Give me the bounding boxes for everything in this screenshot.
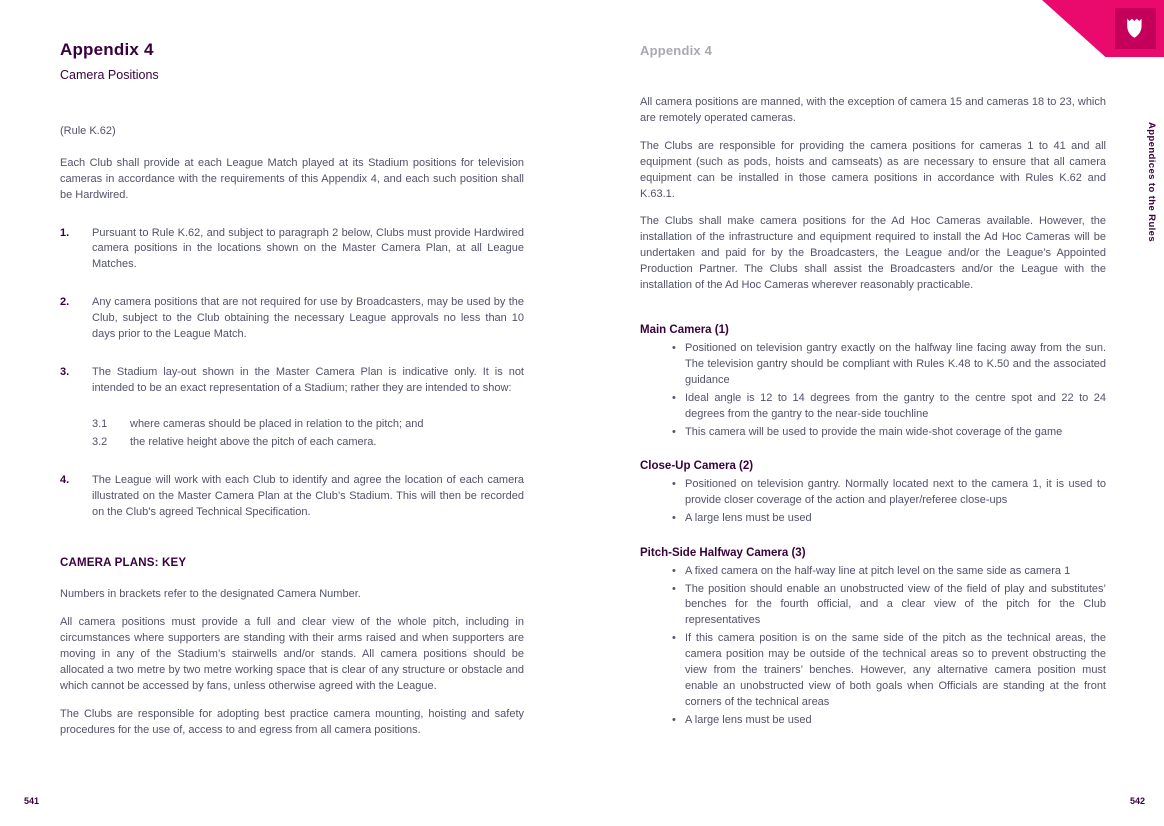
bullet-icon: • bbox=[672, 582, 676, 595]
bullet-text: A large lens must be used bbox=[685, 714, 812, 727]
lion-icon bbox=[1122, 15, 1149, 42]
body-paragraph: All camera positions are manned, with the exception of camera 15 and cameras 18 to 23, which are remotely operated cameras. bbox=[640, 95, 1106, 124]
bullet-text: Ideal angle is 12 to 14 degrees from the gantry to the centre spot and 22 to 24 degrees from the gantry to the near-side touchline bbox=[685, 391, 1106, 420]
key-paragraph: The Clubs are responsible for adopting best practice camera mounting, hoisting and safety procedures for the use of, access to and egress from all camera positions. bbox=[60, 708, 524, 736]
bullet-item bbox=[672, 564, 1106, 580]
bullet-text: A fixed camera on the half-way line at pitch level on the same side as camera 1 bbox=[685, 564, 1071, 577]
running-header: Appendix 4 bbox=[640, 43, 713, 58]
body-paragraph: The Clubs are responsible for providing the camera positions for cameras 1 to 41 and all equipment (such as pods, hoists and camseats) as are necessary to ensure that all camera equipment can be installed in those camera positions in accordance with Rules K.62 and K.63.1. bbox=[640, 139, 1106, 200]
rule-reference: (Rule K.62) bbox=[60, 124, 116, 137]
bullet-icon: • bbox=[672, 512, 676, 524]
bullet-text: If this camera position is on the same side of the pitch as the technical areas, the camera position may be outside of the technical areas so to prevent obstructing the view from the trainers’ benches. However, any alternative camera position must enable an unobstructed view of both goals when Officials are standing at the front corners of the technical areas bbox=[685, 632, 1106, 709]
item-number: 3. bbox=[60, 366, 70, 379]
left-page bbox=[60, 38, 524, 739]
page-number-right: 542 bbox=[1129, 796, 1145, 806]
bullet-item bbox=[672, 631, 1106, 711]
item-number: 2. bbox=[60, 296, 70, 309]
bullet-icon: • bbox=[672, 391, 676, 404]
bullet-text: A large lens must be used bbox=[685, 512, 812, 524]
bullet-icon: • bbox=[672, 714, 676, 727]
camera-plans-key-heading: CAMERA PLANS: KEY bbox=[60, 556, 187, 569]
bullet-text: This camera will be used to provide the main wide-shot coverage of the game bbox=[685, 425, 1063, 438]
bullet-item bbox=[672, 511, 1106, 527]
bullet-item bbox=[672, 341, 1106, 389]
sub-item-3-1 bbox=[92, 417, 524, 433]
section-heading-main-camera: Main Camera (1) bbox=[640, 324, 729, 337]
page-title: Appendix 4 bbox=[60, 40, 154, 59]
bullet-text: Positioned on television gantry exactly on the halfway line facing away from the sun. The television gantry should be compliant with Rules K.48 to K.50 and the associated guidance bbox=[685, 341, 1106, 386]
item-text: Any camera positions that are not required for use by Broadcasters, may be used by the Club, subject to the Club obtaining the necessary League approvals no less than 10 days prior to the League Match. bbox=[92, 296, 524, 341]
sidebar-tab-appendices: Appendices to the Rules bbox=[1146, 122, 1157, 243]
sub-item-3-2 bbox=[92, 435, 524, 451]
bullet-item bbox=[672, 713, 1106, 729]
bullet-icon: • bbox=[672, 425, 676, 438]
page-number-left: 541 bbox=[24, 796, 40, 806]
body-paragraph: The Clubs shall make camera positions for the Ad Hoc Cameras available. However, the installation of the infrastructure and equipment required to install the Ad Hoc Cameras will be undertaken and paid for by the Broadcasters, the League and/or the League’s Appointed Production Partner. The Clubs shall assist the Broadcasters and/or the League with the installation of the Ad Hoc Cameras wherever reasonably practicable. bbox=[640, 215, 1106, 292]
item-text: The Stadium lay-out shown in the Master Camera Plan is indicative only. It is not intended to be an exact representation of a Stadium; rather they are intended to show: bbox=[92, 366, 524, 395]
bullet-item bbox=[672, 425, 1106, 441]
bullet-text: The position should enable an unobstructed view of the field of play and substitutes’ benches for the fourth official, and a clear view of the pitch for the Club representatives bbox=[685, 582, 1106, 627]
section-heading-close-up-camera: Close-Up Camera (2) bbox=[640, 460, 754, 473]
key-paragraph: All camera positions must provide a full and clear view of the whole pitch, including in circumstances where supporters are standing with their arms raised and when supporters are moving in any of the Stadium’s stairwells and/or stands. All camera positions should be allocated a two metre by two metre working space that is clear of any structure or obstacle and which cannot be accessed by fans, unless otherwise agreed with the League. bbox=[60, 616, 524, 693]
bullet-item bbox=[672, 477, 1106, 509]
item-number: 1. bbox=[60, 226, 70, 239]
bullet-item bbox=[672, 391, 1106, 423]
item-number: 4. bbox=[60, 473, 70, 486]
bullet-text: Positioned on television gantry. Normally located next to the camera 1, it is used to provide closer coverage of the action and player/referee close-ups bbox=[685, 478, 1106, 507]
key-paragraph: Numbers in brackets refer to the designated Camera Number. bbox=[60, 588, 361, 601]
numbered-item-1 bbox=[60, 226, 524, 274]
numbered-item-2 bbox=[60, 295, 524, 343]
bullet-icon: • bbox=[672, 478, 676, 491]
bullet-icon: • bbox=[672, 341, 676, 354]
bullet-icon: • bbox=[672, 632, 676, 645]
intro-paragraph: Each Club shall provide at each League Match played at its Stadium positions for television cameras in accordance with the requirements of this Appendix 4, and each such position shall be Hardwired. bbox=[60, 156, 524, 201]
sub-item-number: 3.1 bbox=[92, 418, 108, 431]
sub-item-block bbox=[92, 417, 524, 451]
sub-item-text: the relative height above the pitch of each camera. bbox=[130, 435, 377, 448]
numbered-item-3 bbox=[60, 365, 524, 397]
sub-item-text: where cameras should be placed in relation to the pitch; and bbox=[130, 418, 424, 431]
right-page bbox=[640, 42, 1106, 729]
section-heading-pitch-side-halfway-camera: Pitch-Side Halfway Camera (3) bbox=[640, 546, 806, 559]
bullet-item bbox=[672, 582, 1106, 630]
page-subtitle: Camera Positions bbox=[60, 67, 159, 82]
sub-item-number: 3.2 bbox=[92, 435, 108, 448]
item-text: The League will work with each Club to identify and agree the location of each camera illustrated on the Master Camera Plan at the Club’s Stadium. This will then be recorded on the Club’s agreed Technical Specification. bbox=[92, 473, 524, 518]
item-text: Pursuant to Rule K.62, and subject to paragraph 2 below, Clubs must provide Hardwired camera positions in the locations shown on the Master Camera Plan, at all League Matches. bbox=[92, 226, 524, 271]
bullet-icon: • bbox=[672, 564, 676, 577]
premier-league-lion-logo bbox=[1115, 8, 1156, 49]
numbered-item-4 bbox=[60, 473, 524, 521]
